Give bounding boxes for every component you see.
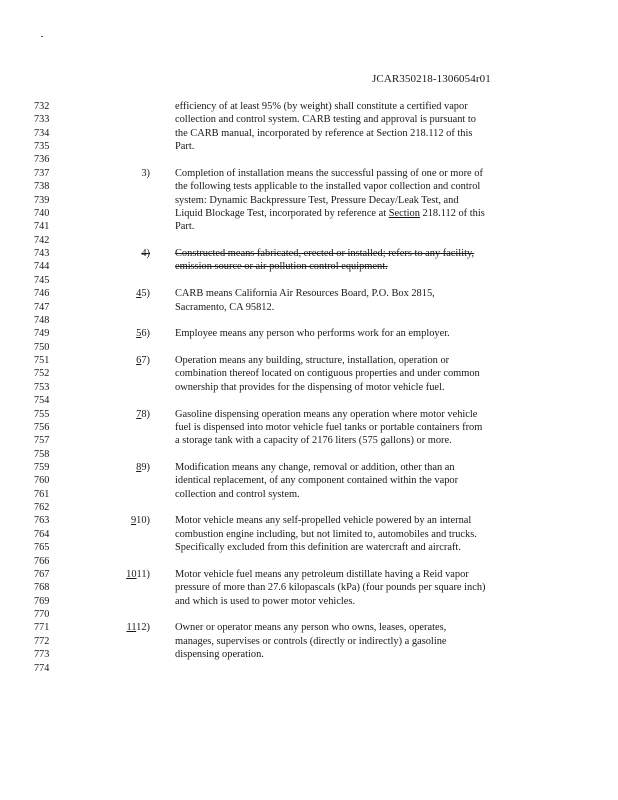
line-number: 764 bbox=[34, 528, 50, 540]
text-segment: CARB means California Air Resources Board, P.O. Box 2815, bbox=[175, 288, 435, 300]
line-number: 772 bbox=[34, 635, 50, 647]
text-line bbox=[175, 355, 449, 366]
text-line bbox=[175, 435, 452, 446]
line-number: 732 bbox=[34, 101, 50, 112]
line-number: 745 bbox=[34, 274, 50, 286]
line-number: 752 bbox=[34, 368, 50, 380]
item-number-text: 10) bbox=[136, 515, 150, 527]
text-line bbox=[175, 582, 485, 593]
text-line bbox=[175, 248, 474, 259]
item-number-inserted: 5 bbox=[136, 328, 142, 340]
text-segment: ownership that provides for the dispensing of motor vehicle fuel. bbox=[175, 381, 445, 393]
text-segment: Modification means any change, removal or addition, other than an bbox=[175, 461, 455, 473]
line-number: 743 bbox=[34, 248, 50, 260]
text-line bbox=[175, 636, 447, 647]
text-segment: and which is used to power motor vehicles. bbox=[175, 595, 356, 607]
line-number: 774 bbox=[34, 662, 50, 674]
line-number: 739 bbox=[34, 194, 50, 206]
text-line bbox=[175, 141, 194, 152]
line-number: 741 bbox=[34, 221, 50, 233]
line-number: 763 bbox=[34, 515, 50, 527]
line-number: 744 bbox=[34, 261, 50, 273]
text-line bbox=[175, 542, 461, 553]
line-number: 756 bbox=[34, 421, 50, 433]
document-header-id: JCAR350218-1306054r01 bbox=[372, 73, 491, 85]
item-number bbox=[136, 328, 150, 339]
text-line bbox=[175, 208, 485, 219]
text-segment: pressure of more than 27.6 kilopascals (kPa) (four pounds per square inch) bbox=[175, 582, 486, 594]
item-number-inserted: 6 bbox=[136, 355, 142, 367]
item-number-text: 7) bbox=[141, 355, 150, 367]
item-number bbox=[141, 248, 150, 259]
text-segment: efficiency of at least 95% (by weight) shall constitute a certified vapor bbox=[175, 101, 468, 112]
item-number bbox=[136, 409, 150, 420]
line-number: 758 bbox=[34, 448, 50, 460]
item-number-inserted: 10 bbox=[126, 568, 137, 580]
text-segment: Owner or operator means any person who owns, leases, operates, bbox=[175, 622, 447, 634]
inserted-text: Section bbox=[388, 207, 420, 219]
line-number: 735 bbox=[34, 141, 50, 153]
text-line bbox=[175, 288, 435, 299]
line-number: 736 bbox=[34, 154, 50, 166]
text-line bbox=[175, 168, 483, 179]
line-number: 747 bbox=[34, 301, 50, 313]
item-number-text: 3) bbox=[141, 167, 150, 179]
item-number bbox=[126, 569, 150, 580]
text-line bbox=[175, 328, 450, 339]
text-segment: dispensing operation. bbox=[175, 649, 264, 661]
item-number-text: 6) bbox=[141, 328, 150, 340]
text-segment: the CARB manual, incorporated by reference at Section 218.112 of this bbox=[175, 127, 473, 139]
line-number: 757 bbox=[34, 435, 50, 447]
text-segment: combustion engine including, but not limited to, automobiles and trucks. bbox=[175, 528, 477, 540]
text-line bbox=[175, 114, 476, 125]
item-number-deleted: 4) bbox=[141, 248, 150, 260]
item-number bbox=[136, 462, 150, 473]
text-segment: collection and control system. bbox=[175, 488, 300, 500]
text-line bbox=[175, 382, 445, 393]
text-line bbox=[175, 101, 468, 112]
line-number: 762 bbox=[34, 502, 50, 514]
line-number: 750 bbox=[34, 341, 50, 353]
item-number bbox=[141, 168, 150, 179]
item-number-text: 8) bbox=[141, 408, 150, 420]
text-segment: Operation means any building, structure, installation, operation or bbox=[175, 355, 450, 367]
text-line bbox=[175, 221, 194, 232]
text-segment: identical replacement, of any component contained within the vapor bbox=[175, 475, 459, 487]
line-number: 773 bbox=[34, 649, 50, 661]
text-segment: Liquid Blockage Test, incorporated by reference at bbox=[175, 207, 389, 219]
line-number: 738 bbox=[34, 181, 50, 193]
item-number-text: 5) bbox=[141, 288, 150, 300]
text-segment: a storage tank with a capacity of 2176 liters (575 gallons) or more. bbox=[175, 435, 452, 447]
deleted-text: emission source or air pollution control equipment. bbox=[175, 261, 388, 273]
line-number: 755 bbox=[34, 408, 50, 420]
deleted-text: Constructed means fabricated, erected or installed; refers to any facility, bbox=[175, 248, 475, 260]
text-line bbox=[175, 622, 446, 633]
text-line bbox=[175, 475, 458, 486]
text-segment: 218.112 of this bbox=[419, 207, 485, 219]
text-segment: Gasoline dispensing operation means any operation where motor vehicle bbox=[175, 408, 478, 420]
line-number: 770 bbox=[34, 609, 50, 621]
text-line bbox=[175, 489, 300, 500]
text-segment: Specifically excluded from this definition are watercraft and aircraft. bbox=[175, 542, 461, 554]
text-segment: collection and control system. CARB testing and approval is pursuant to bbox=[175, 114, 476, 126]
text-segment: Completion of installation means the successful passing of one or more of bbox=[175, 167, 483, 179]
scan-speck bbox=[41, 36, 43, 37]
line-number: 766 bbox=[34, 555, 50, 567]
text-line bbox=[175, 596, 355, 607]
item-number-text: 9) bbox=[141, 461, 150, 473]
text-line bbox=[175, 195, 459, 206]
text-segment: the following tests applicable to the installed vapor collection and control bbox=[175, 181, 481, 193]
line-number: 737 bbox=[34, 167, 50, 179]
text-line bbox=[175, 529, 477, 540]
item-number bbox=[136, 288, 150, 299]
text-line bbox=[175, 569, 469, 580]
line-number: 733 bbox=[34, 114, 50, 126]
text-line bbox=[175, 128, 472, 139]
item-number-inserted: 9 bbox=[130, 515, 137, 527]
line-number: 754 bbox=[34, 395, 50, 407]
line-number: 768 bbox=[34, 582, 50, 594]
line-number: 742 bbox=[34, 234, 50, 246]
line-number: 740 bbox=[34, 207, 50, 219]
line-number: 769 bbox=[34, 595, 50, 607]
text-segment: Motor vehicle means any self-propelled vehicle powered by an internal bbox=[175, 515, 472, 527]
item-number bbox=[127, 622, 150, 633]
item-number-inserted: 11 bbox=[126, 622, 137, 634]
item-number-text: 12) bbox=[136, 622, 150, 634]
text-line bbox=[175, 422, 482, 433]
item-number-inserted: 4 bbox=[136, 288, 142, 300]
text-line bbox=[175, 649, 264, 660]
item-number-text: 11) bbox=[136, 568, 150, 580]
line-number: 759 bbox=[34, 461, 50, 473]
item-number-inserted: 7 bbox=[136, 408, 142, 420]
text-line bbox=[175, 515, 471, 526]
line-number: 765 bbox=[34, 542, 50, 554]
line-number: 767 bbox=[34, 568, 50, 580]
line-number: 751 bbox=[34, 355, 50, 367]
line-number: 748 bbox=[34, 314, 50, 326]
item-number bbox=[136, 355, 150, 366]
text-line bbox=[175, 368, 480, 379]
line-number: 771 bbox=[34, 622, 50, 634]
text-line bbox=[175, 462, 455, 473]
text-line bbox=[175, 181, 480, 192]
line-number: 753 bbox=[34, 381, 50, 393]
line-number: 746 bbox=[34, 288, 50, 300]
text-line bbox=[175, 261, 388, 272]
text-line bbox=[175, 409, 477, 420]
item-number bbox=[131, 515, 150, 526]
text-segment: Motor vehicle fuel means any petroleum distillate having a Reid vapor bbox=[175, 568, 469, 580]
text-segment: fuel is dispensed into motor vehicle fuel tanks or portable containers from bbox=[175, 421, 483, 433]
line-number: 749 bbox=[34, 328, 50, 340]
text-segment: Part. bbox=[175, 221, 195, 233]
text-segment: system: Dynamic Backpressure Test, Pressure Decay/Leak Test, and bbox=[175, 194, 459, 206]
text-segment: manages, supervises or controls (directly or indirectly) a gasoline bbox=[175, 635, 447, 647]
text-segment: Employee means any person who performs work for an employer. bbox=[175, 328, 450, 340]
text-segment: Part. bbox=[175, 141, 195, 153]
line-number: 760 bbox=[34, 475, 50, 487]
line-number: 734 bbox=[34, 127, 50, 139]
item-number-inserted: 8 bbox=[136, 461, 142, 473]
text-line bbox=[175, 302, 274, 313]
line-number: 761 bbox=[34, 488, 50, 500]
text-segment: combination thereof located on contiguous properties and under common bbox=[175, 368, 480, 380]
text-segment: Sacramento, CA 95812. bbox=[175, 301, 275, 313]
